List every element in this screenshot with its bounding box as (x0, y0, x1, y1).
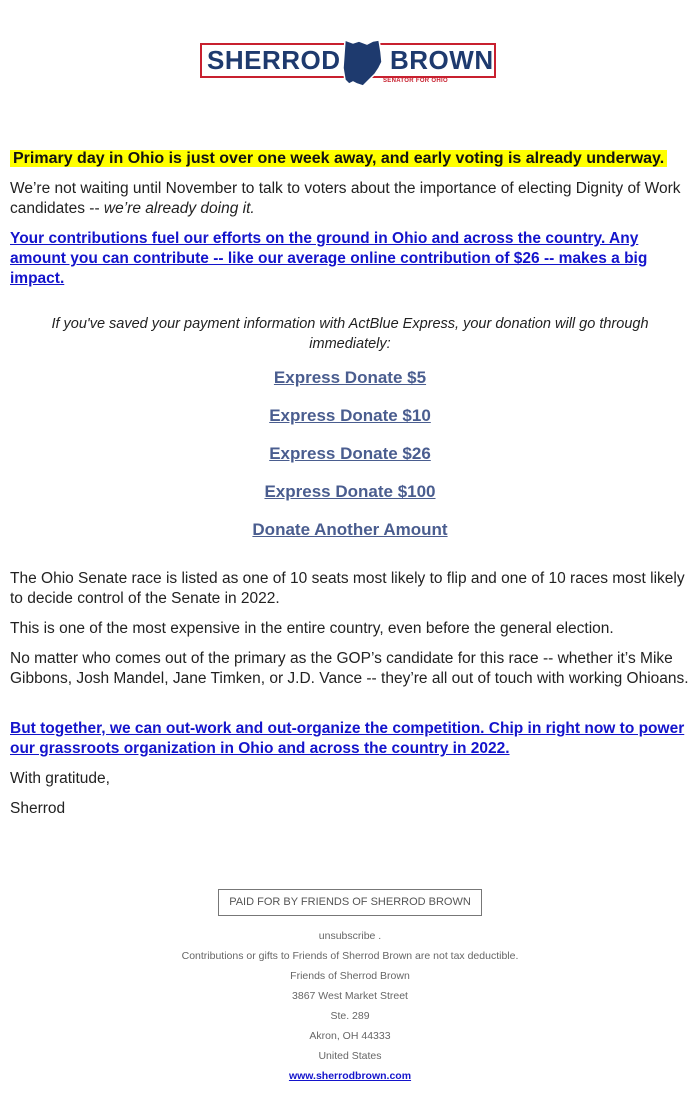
closing-text: With gratitude, (10, 770, 110, 787)
contribution-paragraph (10, 229, 690, 289)
express-donate-10-link[interactable]: Express Donate $10 (269, 406, 431, 425)
donate-another-amount-link[interactable]: Donate Another Amount (252, 520, 448, 539)
donate-item (0, 519, 700, 541)
website-link[interactable]: www.sherrodbrown.com (288, 1070, 412, 1082)
footer-street: 3867 West Market Street (292, 990, 408, 1002)
tax-disclaimer: Contributions or gifts to Friends of Sherrod Brown are not tax deductible. (181, 950, 519, 962)
body-paragraph-3: No matter who comes out of the primary as the GOP’s candidate for this race -- whether it’s Mike Gibbons, Josh Mandel, Jane Timken, or J.D. Vance -- they’re all out of touch with working Ohioans. (10, 650, 689, 687)
express-donate-5-link[interactable]: Express Donate $5 (273, 368, 427, 387)
donate-item (0, 481, 700, 503)
logo-tagline: SENATOR FOR OHIO (383, 78, 448, 84)
contribution-link[interactable]: Your contributions fuel our efforts on the ground in Ohio and across the country. Any amount you can contribute -- like our average online contribution of $26 -- makes a big impact. (10, 230, 648, 287)
express-donate-100-link[interactable]: Express Donate $100 (264, 482, 436, 501)
intro-text: We’re not waiting until November to talk to voters about the importance of electing Dignity of Work candidates -- (10, 180, 681, 217)
donate-item (0, 367, 700, 389)
sherrod-brown-logo[interactable] (200, 38, 500, 88)
body-paragraph-2: This is one of the most expensive in the entire country, even before the general election. (10, 620, 614, 637)
footer-suite: Ste. 289 (330, 1010, 370, 1022)
intro-emphasis: we’re already doing it. (103, 200, 255, 217)
donate-item (0, 405, 700, 427)
headline-block (10, 149, 690, 169)
footer-website-row (0, 1069, 700, 1083)
footer-city: Akron, OH 44333 (309, 1030, 391, 1042)
intro-paragraph (10, 179, 690, 219)
express-donate-26-link[interactable]: Express Donate $26 (269, 444, 431, 463)
donate-item (0, 443, 700, 465)
logo-word-left: SHERROD (207, 45, 341, 75)
unsubscribe-link[interactable]: unsubscribe . (318, 930, 382, 942)
signature-text: Sherrod (10, 800, 66, 817)
body-paragraph-1: The Ohio Senate race is listed as one of 10 seats most likely to flip and one of 10 races most likely to decide control of the Senate in 2022. (10, 570, 685, 607)
actblue-note: If you've saved your payment information with ActBlue Express, your donation will go through immediately: (51, 315, 649, 352)
footer-country: United States (318, 1050, 382, 1062)
logo-word-right: BROWN (390, 45, 494, 75)
paid-for-box: PAID FOR BY FRIENDS OF SHERROD BROWN (218, 889, 482, 916)
chip-in-link[interactable]: But together, we can out-work and out-organize the competition. Chip in right now to power our grassroots organization in Ohio and across the country in 2022. (10, 720, 685, 757)
headline-highlight: Primary day in Ohio is just over one week away, and early voting is already underway. (10, 150, 667, 167)
chip-in-paragraph (10, 719, 690, 759)
ohio-state-icon (339, 38, 385, 88)
footer-org-name: Friends of Sherrod Brown (290, 970, 410, 982)
